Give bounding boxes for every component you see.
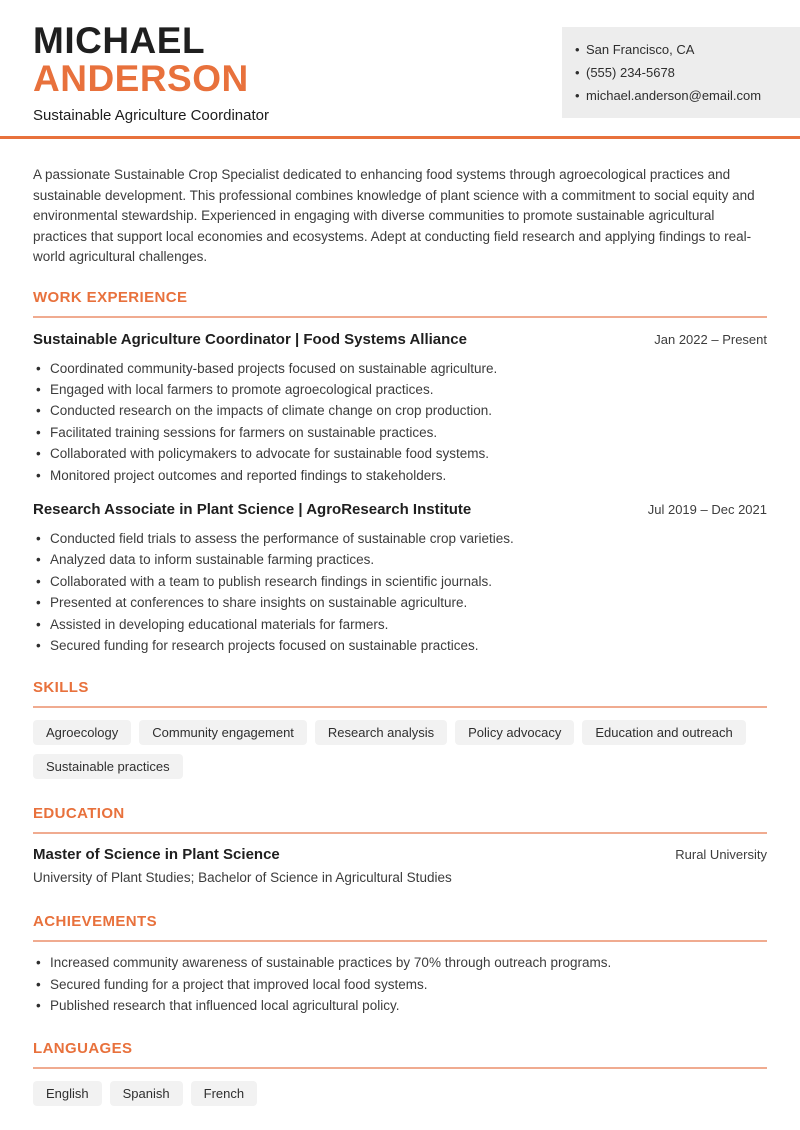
- achievement-bullet-list: [33, 952, 767, 1016]
- section-work-experience: [33, 289, 767, 657]
- skill-chip: Sustainable practices: [33, 754, 183, 779]
- achievements-title: ACHIEVEMENTS: [33, 913, 157, 931]
- contact-item: • San Francisco, CA: [562, 38, 792, 61]
- first-name: MICHAEL: [33, 20, 206, 61]
- header-divider: [0, 136, 800, 139]
- job-header: [33, 331, 767, 348]
- bullet-item: • Engaged with local farmers to promote agroecological practices.: [33, 379, 767, 400]
- contact-box: [562, 27, 800, 118]
- job-header: [33, 501, 767, 518]
- bullet-item: • Secured funding for research projects focused on sustainable practices.: [33, 635, 767, 656]
- job-bullet-list: [33, 358, 767, 486]
- language-chip: English: [33, 1081, 102, 1106]
- section-divider: [33, 706, 767, 708]
- skill-chip: Education and outreach: [582, 720, 745, 745]
- languages-title: LANGUAGES: [33, 1039, 133, 1057]
- job-title-company: Sustainable Agriculture Coordinator | Food Systems Alliance: [33, 330, 467, 348]
- job-entry: [33, 501, 767, 656]
- bullet-item: • Facilitated training sessions for farmers on sustainable practices.: [33, 422, 767, 443]
- bullet-item: • Presented at conferences to share insights on sustainable agriculture.: [33, 592, 767, 613]
- job-title-subtitle: Sustainable Agriculture Coordinator: [33, 107, 269, 124]
- section-divider: [33, 1067, 767, 1069]
- skills-title: SKILLS: [33, 679, 89, 697]
- bullet-item: • Monitored project outcomes and reported findings to stakeholders.: [33, 465, 767, 486]
- contact-item: • michael.anderson@email.com: [562, 84, 792, 107]
- header: [33, 22, 767, 124]
- job-entry: [33, 331, 767, 486]
- bullet-item: • Conducted field trials to assess the performance of sustainable crop varieties.: [33, 528, 767, 549]
- institution-name: Rural University: [675, 847, 767, 863]
- job-list: [33, 331, 767, 657]
- skill-chip: Research analysis: [315, 720, 447, 745]
- skill-chip: Agroecology: [33, 720, 131, 745]
- job-dates: Jan 2022 – Present: [654, 331, 767, 347]
- job-title-company: Research Associate in Plant Science | AgroResearch Institute: [33, 500, 472, 518]
- education-header: [33, 846, 767, 863]
- job-dates: Jul 2019 – Dec 2021: [647, 501, 767, 517]
- bullet-item: • Published research that influenced local agricultural policy.: [33, 995, 767, 1016]
- section-languages: [33, 1040, 767, 1106]
- bullet-item: • Collaborated with policymakers to advocate for sustainable food systems.: [33, 443, 767, 464]
- education-details: University of Plant Studies; Bachelor of Science in Agricultural Studies: [33, 870, 452, 886]
- bullet-item: • Assisted in developing educational materials for farmers.: [33, 614, 767, 635]
- bullet-item: • Conducted research on the impacts of climate change on crop production.: [33, 400, 767, 421]
- section-divider: [33, 316, 767, 318]
- bullet-item: • Coordinated community-based projects focused on sustainable agriculture.: [33, 358, 767, 379]
- work-experience-title: WORK EXPERIENCE: [33, 288, 188, 306]
- skill-chip: Policy advocacy: [455, 720, 574, 745]
- section-divider: [33, 940, 767, 942]
- skill-chip: Community engagement: [139, 720, 307, 745]
- bullet-item: • Increased community awareness of sustainable practices by 70% through outreach programs.: [33, 952, 767, 973]
- contact-item: • (555) 234-5678: [562, 61, 792, 84]
- summary-paragraph: A passionate Sustainable Crop Specialist dedicated to enhancing food systems through agroecological practices and sustainable development. This professional combines knowledge of plant science with a commitment to social equity and environmental stewardship. Experienced in engaging with diverse communities to promote sustainable agricultural practices that support local economies and ecosystems. Adept at conducting field research and applying findings to real-world agricultural challenges.: [33, 167, 755, 264]
- bullet-item: • Secured funding for a project that improved local food systems.: [33, 974, 767, 995]
- job-bullet-list: [33, 528, 767, 656]
- contact-list: [562, 38, 792, 107]
- degree-name: Master of Science in Plant Science: [33, 846, 280, 864]
- last-name: ANDERSON: [33, 58, 249, 99]
- language-chip: French: [191, 1081, 257, 1106]
- section-education: [33, 805, 767, 888]
- language-chip: Spanish: [110, 1081, 183, 1106]
- education-title: EDUCATION: [33, 805, 125, 823]
- bullet-item: • Analyzed data to inform sustainable farming practices.: [33, 549, 767, 570]
- skills-chip-list: [33, 720, 767, 779]
- bullet-item: • Collaborated with a team to publish research findings in scientific journals.: [33, 571, 767, 592]
- section-achievements: [33, 913, 767, 1016]
- section-skills: [33, 679, 767, 779]
- section-divider: [33, 832, 767, 834]
- language-chip-list: [33, 1081, 767, 1106]
